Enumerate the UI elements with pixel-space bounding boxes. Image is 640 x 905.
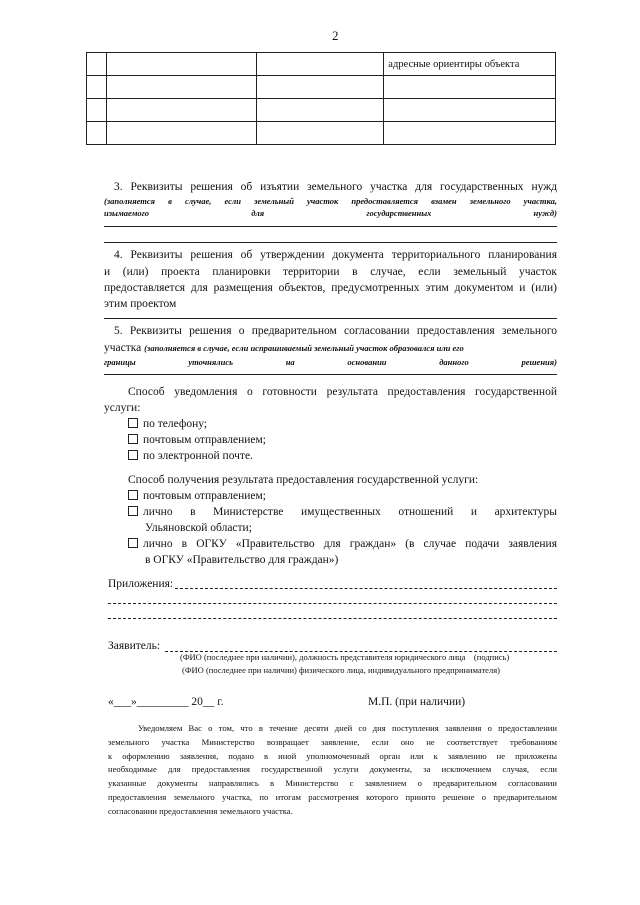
seal-label: М.П. (при наличии) — [368, 696, 466, 708]
notify-option-email[interactable] — [128, 448, 253, 464]
option-label: по телефону; — [143, 418, 208, 430]
notify-option-phone[interactable] — [128, 416, 207, 432]
notice-block — [108, 722, 557, 819]
applicant-caption-2: (ФИО (последнее при наличии) физического лица, индивидуального предпринимателя) — [182, 665, 500, 675]
checkbox[interactable] — [128, 434, 138, 444]
option-label: лично в Министерстве имущественных отношений и архитектуры — [143, 506, 557, 518]
receipt-option-mail[interactable] — [128, 488, 266, 504]
receipt-title: Способ получения результата предоставления государственной услуги: — [128, 474, 479, 486]
section5-line3 — [104, 357, 557, 367]
table-row — [87, 99, 556, 122]
note-word: изымаемого — [104, 208, 150, 218]
table-cell[interactable] — [256, 53, 384, 76]
table-cell[interactable] — [87, 53, 107, 76]
note-word: границы — [104, 357, 136, 367]
table-cell[interactable] — [106, 76, 256, 99]
table-cell[interactable]: адресные ориентиры объекта — [384, 53, 556, 76]
table-cell[interactable] — [384, 122, 556, 145]
section3-note-line1: (заполняется в случае, если земельный участок предоставляется взамен земельного участка, — [104, 196, 557, 206]
section3-title: 3. Реквизиты решения об изъятии земельного участка для государственных нужд — [114, 181, 557, 193]
table-cell[interactable] — [87, 122, 107, 145]
note-word: на — [285, 357, 295, 367]
notice-line: указанные документы направлялись в Министерство с заявлением о предварительном согласовании — [108, 778, 557, 789]
note-word: для — [251, 208, 265, 218]
table-cell[interactable] — [106, 99, 256, 122]
applicant-label: Заявитель: — [108, 640, 161, 652]
table-cell[interactable] — [106, 122, 256, 145]
option-label: почтовым отправлением; — [143, 434, 266, 446]
note-word: решения) — [521, 357, 557, 367]
fill-line[interactable] — [104, 242, 557, 243]
option-label: лично в ОГКУ «Правительство для граждан» (в случае подачи заявления — [143, 538, 557, 550]
table-cell[interactable] — [106, 53, 256, 76]
section4-line4: этим проектом — [104, 298, 177, 310]
notice-line: необходимые для предоставления государственной услуги документы, за исключением случая, если — [108, 764, 557, 775]
checkbox[interactable] — [128, 418, 138, 428]
section5-line2-plain: участка — [104, 342, 142, 354]
note-word: нужд) — [533, 208, 557, 218]
fill-line[interactable] — [104, 318, 557, 319]
applicant-caption-1: (ФИО (последнее при наличии), должность представителя юридического лица (подпись) — [180, 652, 510, 662]
date-line[interactable]: «___»_________ 20__ г. — [108, 696, 224, 708]
checkbox[interactable] — [128, 538, 138, 548]
note-word: данного — [439, 357, 469, 367]
section3-note-line2 — [104, 208, 557, 218]
attachments-line[interactable] — [108, 618, 557, 619]
table-cell[interactable] — [256, 122, 384, 145]
notification-title: Способ уведомления о готовности результата предоставления государственной — [128, 386, 557, 398]
receipt-option-ministry-2: Ульяновской области; — [145, 522, 252, 534]
table-cell[interactable] — [384, 99, 556, 122]
section4-line3: предоставляется для размещения объектов, предусмотренных этим документом и (или) — [104, 282, 557, 294]
receipt-option-ogku-2: в ОГКУ «Правительство для граждан») — [145, 554, 339, 566]
checkbox[interactable] — [128, 450, 138, 460]
section5-line2 — [104, 340, 557, 356]
note-word: уточнялись — [188, 357, 234, 367]
notify-option-mail[interactable] — [128, 432, 266, 448]
section5-line2-note: (заполняется в случае, если испрашиваемый земельный участок образовался или его — [144, 343, 464, 353]
table-cell[interactable] — [256, 76, 384, 99]
notice-line: Уведомляем Вас о том, что в течение десяти дней со дня поступления заявления о предоставлении — [138, 723, 557, 733]
table-row — [87, 53, 556, 76]
notice-line: согласовании предоставления земельного участка. — [108, 805, 293, 816]
receipt-option-ministry[interactable] — [128, 504, 557, 520]
attachments-label: Приложения: — [108, 578, 174, 590]
fill-line[interactable] — [104, 374, 557, 375]
table-cell[interactable] — [87, 76, 107, 99]
object-table — [86, 52, 556, 145]
note-word: основании — [347, 357, 387, 367]
fill-line[interactable] — [104, 226, 557, 227]
table-cell[interactable] — [384, 76, 556, 99]
attachments-line[interactable] — [108, 603, 557, 604]
page-number: 2 — [332, 28, 339, 43]
note-word: государственных — [366, 208, 432, 218]
notice-line: к оформлению заявления, подано в иной уполномоченный орган или к заявлению не приложены — [108, 750, 557, 761]
notice-line: предоставления земельного участка, по итогам рассмотрения которого принято решение о предварительном — [108, 791, 557, 802]
notification-title-2: услуги: — [104, 402, 141, 414]
checkbox[interactable] — [128, 506, 138, 516]
table-cell[interactable] — [256, 99, 384, 122]
option-label: почтовым отправлением; — [143, 490, 266, 502]
table-cell[interactable] — [87, 99, 107, 122]
option-label: по электронной почте. — [143, 450, 253, 462]
receipt-option-ogku[interactable] — [128, 536, 557, 552]
attachments-line[interactable] — [175, 588, 557, 589]
section4-line2: и (или) проекта планировки территории в случае, если земельный участок — [104, 266, 557, 278]
section4-line1: 4. Реквизиты решения об утверждении документа территориального планирования — [114, 249, 557, 261]
section5-line1: 5. Реквизиты решения о предварительном согласовании предоставления земельного — [114, 325, 557, 337]
checkbox[interactable] — [128, 490, 138, 500]
table-row — [87, 122, 556, 145]
table-row — [87, 76, 556, 99]
notice-line: земельного участка Министерство возвращает заявление, если оно не соответствует требованиям — [108, 736, 557, 747]
